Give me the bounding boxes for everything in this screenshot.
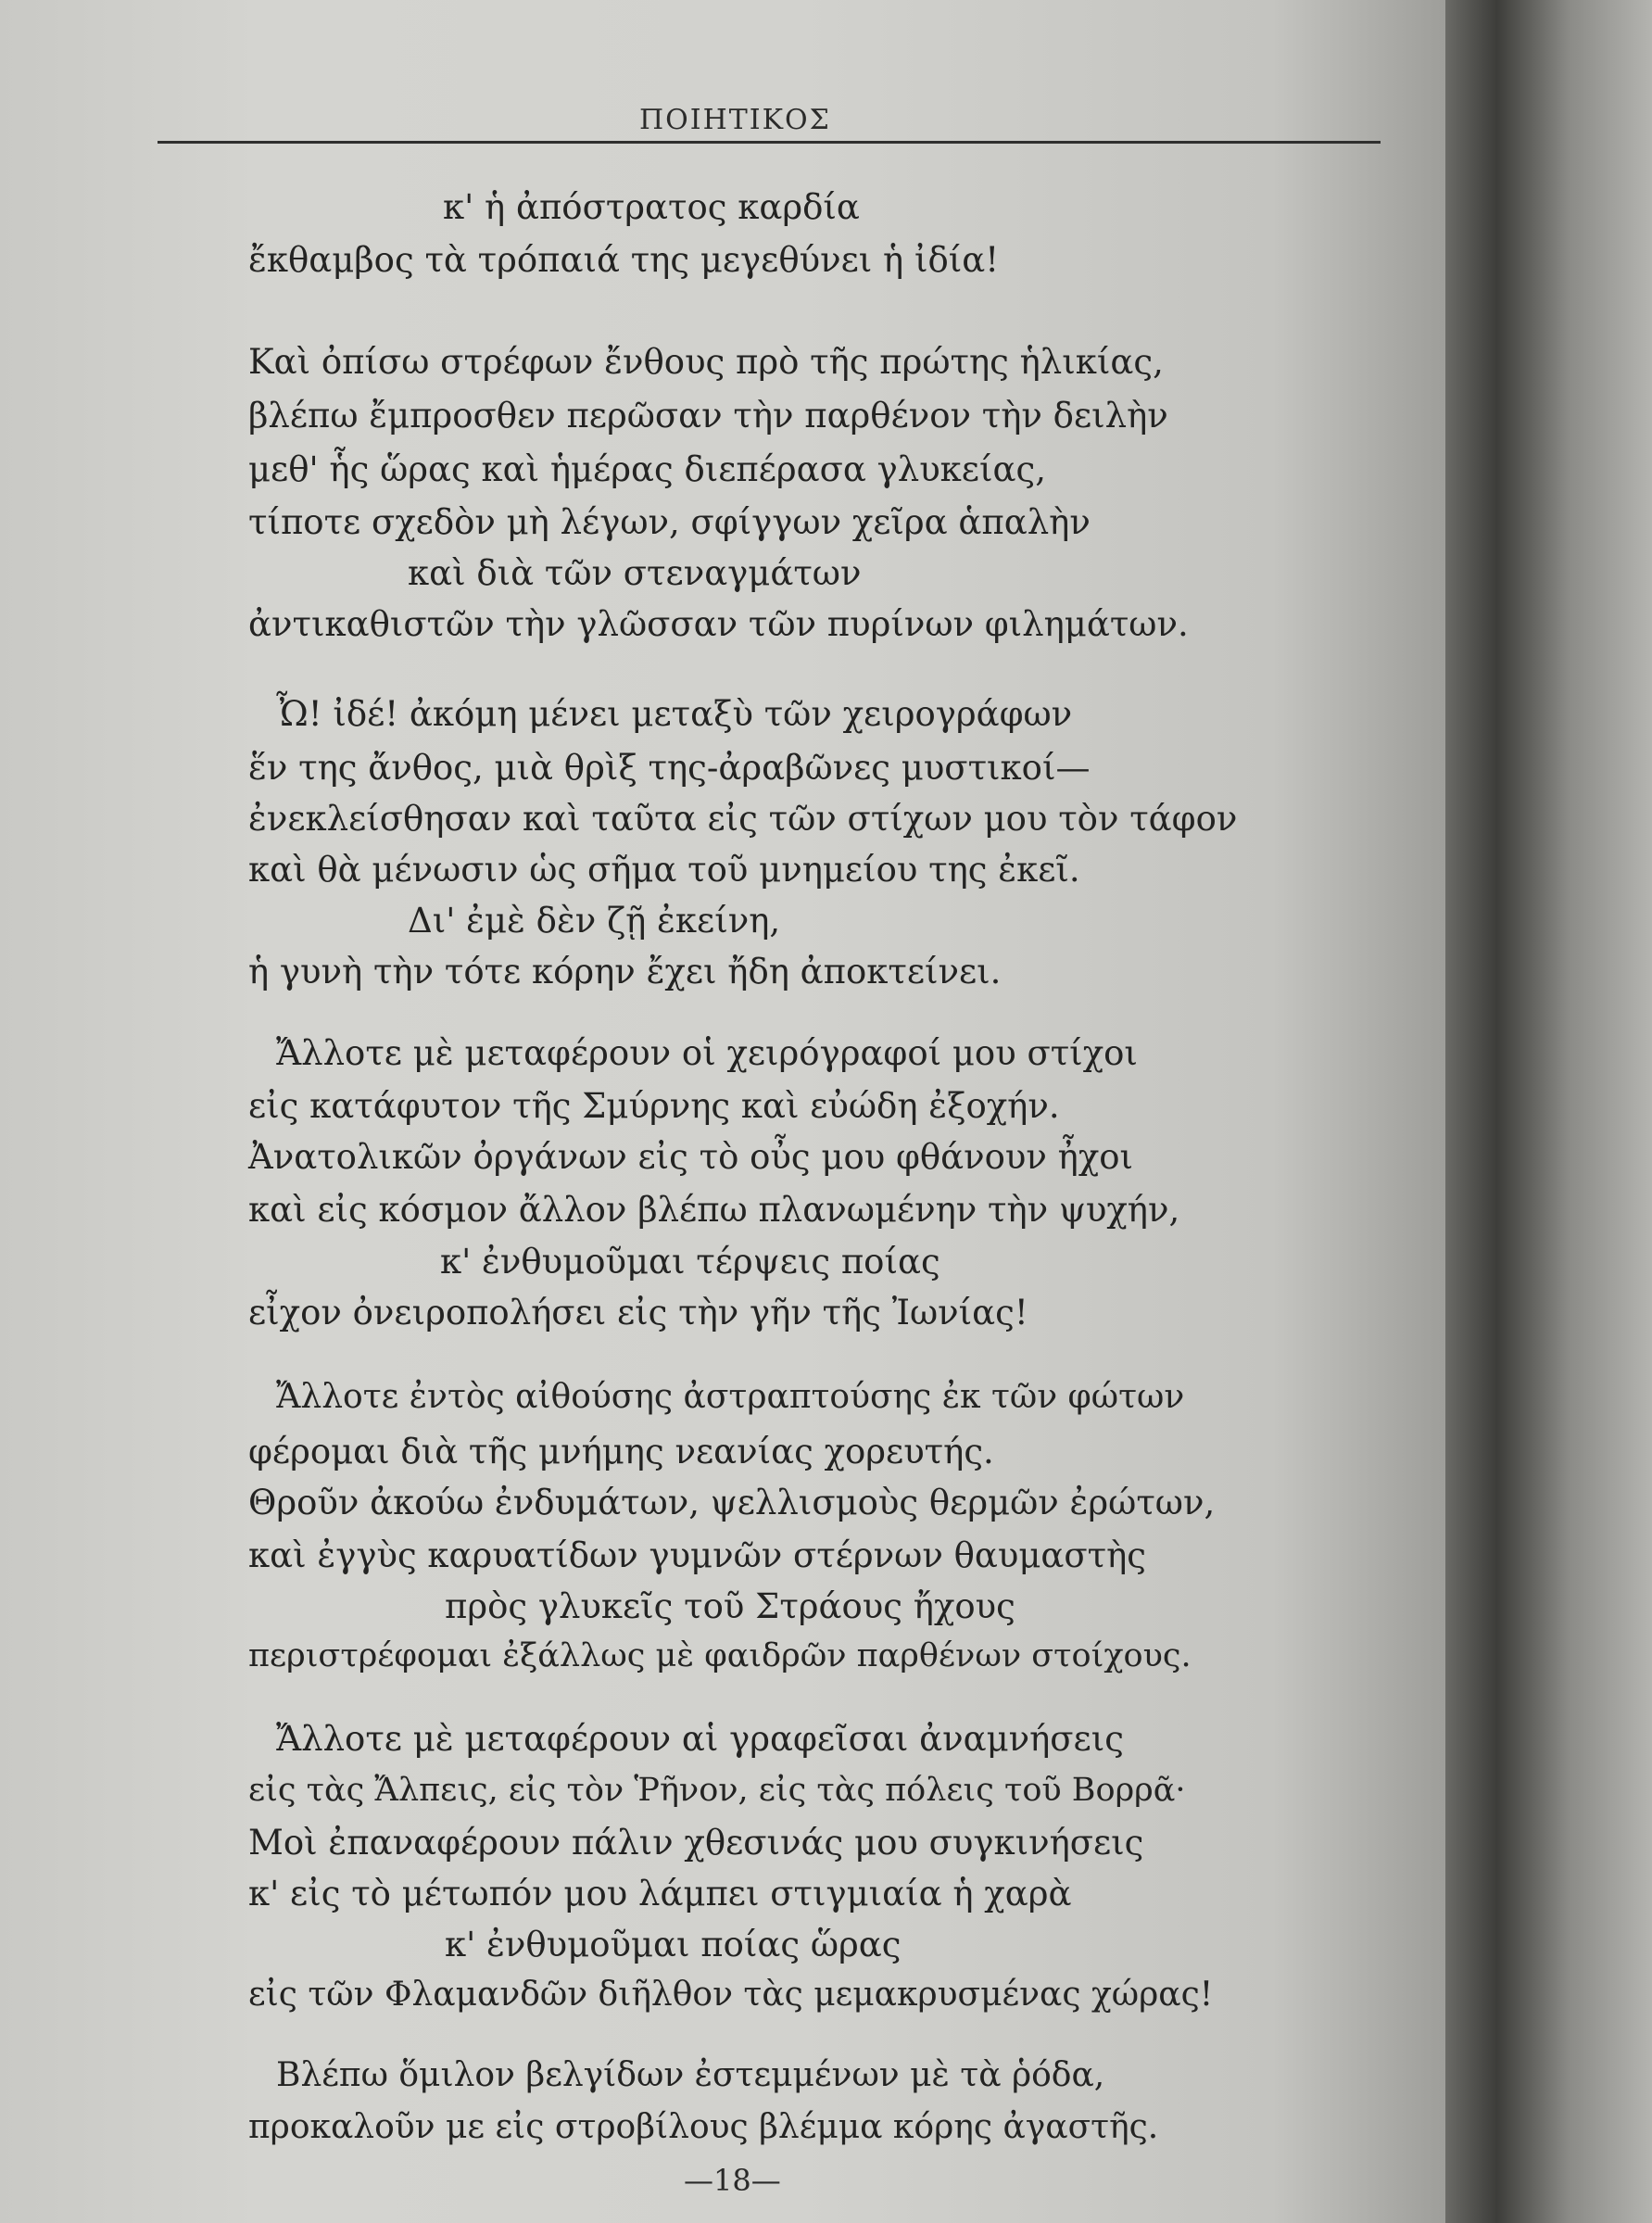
poem-line: τίποτε σχεδὸν μὴ λέγων, σφίγγων χεῖρα ἁπαλὴν <box>248 502 1091 542</box>
poem-line: κ' ἐνθυμοῦμαι τέρψεις ποίας <box>440 1242 940 1282</box>
poem-line: καὶ εἰς κόσμον ἄλλον βλέπω πλανωμένην τὴν ψυχήν, <box>248 1190 1180 1230</box>
poem-line: κ' ἡ ἀπόστρατος καρδία <box>443 187 860 227</box>
poem-line: Μοὶ ἐπαναφέρουν πάλιν χθεσινάς μου συγκινήσεις <box>248 1823 1144 1863</box>
poem-line: ἀντικαθιστῶν τὴν γλῶσσαν τῶν πυρίνων φιλημάτων. <box>248 604 1189 644</box>
poem-line: εἶχον ὀνειροπολήσει εἰς τὴν γῆν τῆς Ἰωνίας! <box>248 1293 1028 1333</box>
poem-line: ἔκθαμβος τὰ τρόπαιά της μεγεθύνει ἡ ἰδία! <box>248 240 1000 280</box>
poem-line: κ' εἰς τὸ μέτωπόν μου λάμπει στιγμιαία ἡ χαρὰ <box>248 1874 1072 1914</box>
page-number: —18— <box>684 2163 781 2198</box>
poem-line: μεθ' ἧς ὥρας καὶ ἡμέρας διεπέρασα γλυκείας, <box>248 449 1046 489</box>
poem-line: Βλέπω ὅμιλον βελγίδων ἐστεμμένων μὲ τὰ ῥόδα, <box>276 2056 1105 2094</box>
poem-line: φέρομαι διὰ τῆς μνήμης νεανίας χορευτής. <box>248 1432 994 1471</box>
poem-line: ἕν της ἄνθος, μιὰ θρὶξ της-ἀραβῶνες μυστικοί— <box>248 748 1091 788</box>
poem-line: Θροῦν ἀκούω ἐνδυμάτων, ψελλισμοὺς θερμῶν ἐρώτων, <box>248 1483 1216 1522</box>
poem-line: Ἄλλοτε μὲ μεταφέρουν αἱ γραφεῖσαι ἀναμνήσεις <box>276 1719 1124 1759</box>
poem-line: κ' ἐνθυμοῦμαι ποίας ὥρας <box>445 1925 902 1964</box>
poem-line: πρὸς γλυκεῖς τοῦ Στράους ἤχους <box>445 1586 1015 1626</box>
poem-line: εἰς τῶν Φλαμανδῶν διῆλθον τὰς μεμακρυσμένας χώρας! <box>248 1976 1214 2014</box>
book-gutter <box>1445 0 1652 2223</box>
poem-line: εἰς τὰς Ἄλπεις, εἰς τὸν Ῥῆνον, εἰς τὰς πόλεις τοῦ Βορρᾶ· <box>248 1772 1186 1809</box>
poem-line: ἐνεκλείσθησαν καὶ ταῦτα εἰς τῶν στίχων μου τὸν τάφον <box>248 799 1238 839</box>
poem-line: προκαλοῦν με εἰς στροβίλους βλέμμα κόρης ἀγαστῆς. <box>248 2108 1159 2146</box>
poem-line: Δι' ἐμὲ δὲν ζῇ ἐκείνη, <box>408 901 781 941</box>
poem-line: καὶ ἐγγὺς καρυατίδων γυμνῶν στέρνων θαυμαστὴς <box>248 1535 1146 1575</box>
running-header: ΠΟΙΗΤΙΚΟΣ <box>639 104 831 136</box>
poem-line: περιστρέφομαι ἐξάλλως μὲ φαιδρῶν παρθένων στοίχους. <box>248 1637 1192 1674</box>
poem-line: ἡ γυνὴ τὴν τότε κόρην ἔχει ἤδη ἀποκτείνει. <box>248 952 1002 992</box>
poem-line: καὶ θὰ μένωσιν ὡς σῆμα τοῦ μνημείου της ἐκεῖ. <box>248 850 1080 890</box>
poem-line: Ἄλλοτε ἐντὸς αἰθούσης ἀστραπτούσης ἐκ τῶν φώτων <box>276 1378 1185 1416</box>
poem-line: Καὶ ὀπίσω στρέφων ἔνθους πρὸ τῆς πρώτης ἡλικίας, <box>248 342 1164 382</box>
header-rule <box>158 141 1381 144</box>
poem-line: βλέπω ἔμπροσθεν περῶσαν τὴν παρθένον τὴν δειλὴν <box>248 396 1168 436</box>
poem-line: εἰς κατάφυτον τῆς Σμύρνης καὶ εὐώδη ἐξοχήν. <box>248 1086 1060 1126</box>
poem-line: Ἀνατολικῶν ὀργάνων εἰς τὸ οὖς μου φθάνουν ἦχοι <box>248 1137 1134 1177</box>
poem-line: Ἄλλοτε μὲ μεταφέρουν οἱ χειρόγραφοί μου στίχοι <box>276 1033 1138 1073</box>
poem-line: Ὦ! ἰδέ! ἀκόμη μένει μεταξὺ τῶν χειρογράφων <box>276 694 1073 734</box>
poem-line: καὶ διὰ τῶν στεναγμάτων <box>408 553 862 593</box>
